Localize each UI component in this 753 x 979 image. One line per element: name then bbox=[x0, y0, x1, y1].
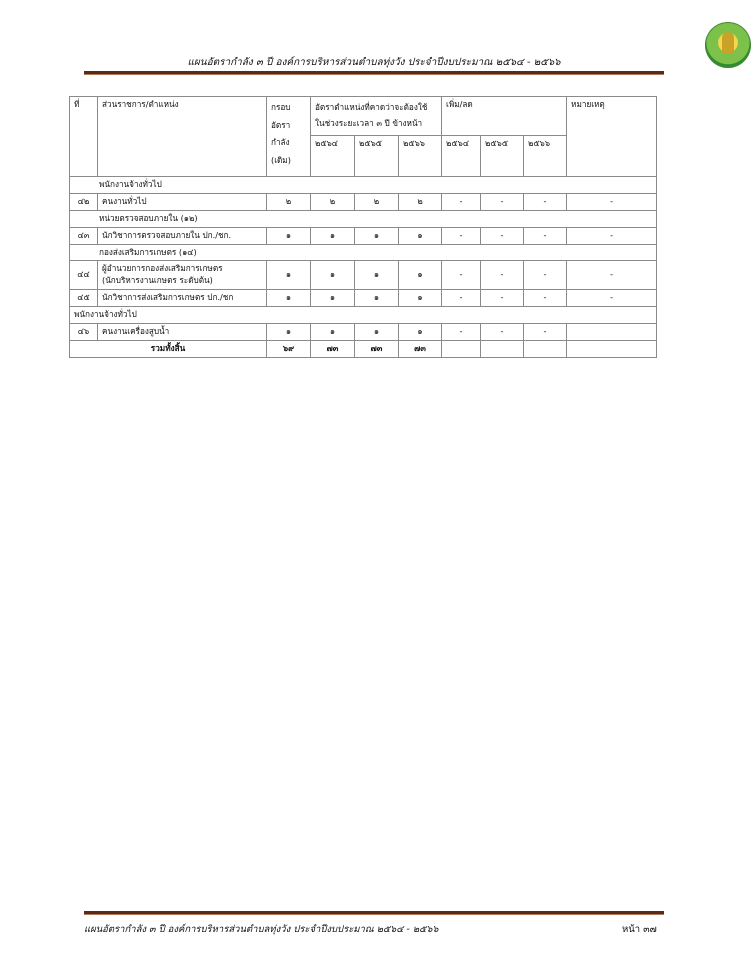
footer-divider bbox=[84, 911, 664, 915]
row-year-value: ๒ bbox=[355, 193, 399, 210]
row-year-value: ๑ bbox=[355, 227, 399, 244]
section-label: หน่วยตรวจสอบภายใน (๑๒) bbox=[70, 210, 657, 227]
row-year-value: ๑ bbox=[311, 290, 355, 307]
header-divider bbox=[84, 71, 664, 75]
row-remark: - bbox=[567, 261, 657, 290]
footer-title: แผนอัตรากำลัง ๓ ปี องค์การบริหารส่วนตำบลทุ่งวัง ประจำปีงบประมาณ ๒๕๖๔ - ๒๕๖๖ bbox=[84, 924, 439, 935]
section-label: พนักงานจ้างทั่วไป bbox=[70, 307, 657, 324]
header-change-year: ๒๕๖๕ bbox=[481, 136, 524, 177]
table-row bbox=[70, 193, 657, 210]
row-current: ๑ bbox=[267, 324, 311, 341]
row-change-value: - bbox=[524, 193, 567, 210]
total-row bbox=[70, 340, 657, 357]
row-current: ๑ bbox=[267, 227, 311, 244]
total-current: ๖๙ bbox=[267, 340, 311, 357]
total-change bbox=[481, 340, 524, 357]
row-change-value: - bbox=[442, 227, 481, 244]
row-year-value: ๑ bbox=[399, 324, 442, 341]
row-position: คนงานทั่วไป bbox=[98, 193, 267, 210]
table-row bbox=[70, 290, 657, 307]
total-year: ๗๓ bbox=[311, 340, 355, 357]
row-current: ๑ bbox=[267, 261, 311, 290]
row-change-value: - bbox=[524, 227, 567, 244]
row-change-value: - bbox=[524, 290, 567, 307]
header-year: ๒๕๖๖ bbox=[399, 136, 442, 177]
row-year-value: ๑ bbox=[355, 290, 399, 307]
row-change-value: - bbox=[481, 261, 524, 290]
section-row bbox=[70, 177, 657, 194]
section-label: พนักงานจ้างทั่วไป bbox=[70, 177, 657, 194]
row-change-value: - bbox=[442, 193, 481, 210]
row-number: ๔๖ bbox=[70, 324, 98, 341]
row-year-value: ๒ bbox=[311, 193, 355, 210]
section-row bbox=[70, 307, 657, 324]
row-position: นักวิชาการส่งเสริมการเกษตร ปก./ชก bbox=[98, 290, 267, 307]
total-change bbox=[524, 340, 567, 357]
header-change: เพิ่ม/ลด bbox=[442, 97, 567, 136]
header-change-year: ๒๕๖๖ bbox=[524, 136, 567, 177]
total-change bbox=[442, 340, 481, 357]
staffing-table bbox=[69, 96, 657, 358]
row-remark bbox=[567, 324, 657, 341]
row-year-value: ๑ bbox=[355, 261, 399, 290]
row-year-value: ๑ bbox=[355, 324, 399, 341]
row-change-value: - bbox=[481, 193, 524, 210]
header-year: ๒๕๖๔ bbox=[311, 136, 355, 177]
header-expected: อัตราตำแหน่งที่คาดว่าจะต้องใช้ ในช่วงระยะเวลา ๓ ปี ข้างหน้า bbox=[311, 97, 442, 136]
row-change-value: - bbox=[524, 261, 567, 290]
header-year: ๒๕๖๕ bbox=[355, 136, 399, 177]
page-number: หน้า ๓๗ bbox=[622, 924, 657, 935]
row-current: ๑ bbox=[267, 290, 311, 307]
row-year-value: ๑ bbox=[311, 324, 355, 341]
header-remark: หมายเหตุ bbox=[567, 97, 657, 177]
header-change-year: ๒๕๖๔ bbox=[442, 136, 481, 177]
total-year: ๗๓ bbox=[399, 340, 442, 357]
header-current-staff: กรอบ อัตรา กำลัง (เดิม) bbox=[267, 97, 311, 177]
row-change-value: - bbox=[442, 290, 481, 307]
total-year: ๗๓ bbox=[355, 340, 399, 357]
row-change-value: - bbox=[481, 227, 524, 244]
row-year-value: ๑ bbox=[311, 261, 355, 290]
row-position: ผู้อำนวยการกองส่งเสริมการเกษตร (นักบริหารงานเกษตร ระดับต้น) bbox=[98, 261, 267, 290]
row-number: ๔๒ bbox=[70, 193, 98, 210]
row-year-value: ๑ bbox=[311, 227, 355, 244]
row-year-value: ๑ bbox=[399, 227, 442, 244]
page-title: แผนอัตรากำลัง ๓ ปี องค์การบริหารส่วนตำบลทุ่งวัง ประจำปีงบประมาณ ๒๕๖๔ - ๒๕๖๖ bbox=[187, 57, 561, 68]
row-remark: - bbox=[567, 227, 657, 244]
total-remark bbox=[567, 340, 657, 357]
row-position: คนงานเครื่องสูบน้ำ bbox=[98, 324, 267, 341]
row-number: ๔๔ bbox=[70, 261, 98, 290]
table-header-row bbox=[70, 97, 657, 136]
row-position: นักวิชาการตรวจสอบภายใน ปก./ชก. bbox=[98, 227, 267, 244]
table-row bbox=[70, 324, 657, 341]
table-row bbox=[70, 227, 657, 244]
table-row bbox=[70, 261, 657, 290]
section-row bbox=[70, 244, 657, 261]
row-change-value: - bbox=[481, 324, 524, 341]
row-year-value: ๒ bbox=[399, 193, 442, 210]
row-change-value: - bbox=[442, 261, 481, 290]
section-row bbox=[70, 210, 657, 227]
row-change-value: - bbox=[524, 324, 567, 341]
row-remark: - bbox=[567, 193, 657, 210]
row-change-value: - bbox=[481, 290, 524, 307]
organization-seal-icon bbox=[705, 22, 751, 68]
header-no: ที่ bbox=[70, 97, 98, 177]
header-position: ส่วนราชการ/ตำแหน่ง bbox=[98, 97, 267, 177]
row-number: ๔๕ bbox=[70, 290, 98, 307]
total-label: รวมทั้งสิ้น bbox=[70, 340, 267, 357]
row-current: ๒ bbox=[267, 193, 311, 210]
row-remark: - bbox=[567, 290, 657, 307]
row-year-value: ๑ bbox=[399, 261, 442, 290]
row-year-value: ๑ bbox=[399, 290, 442, 307]
row-number: ๔๓ bbox=[70, 227, 98, 244]
section-label: กองส่งเสริมการเกษตร (๑๔) bbox=[70, 244, 657, 261]
row-change-value: - bbox=[442, 324, 481, 341]
